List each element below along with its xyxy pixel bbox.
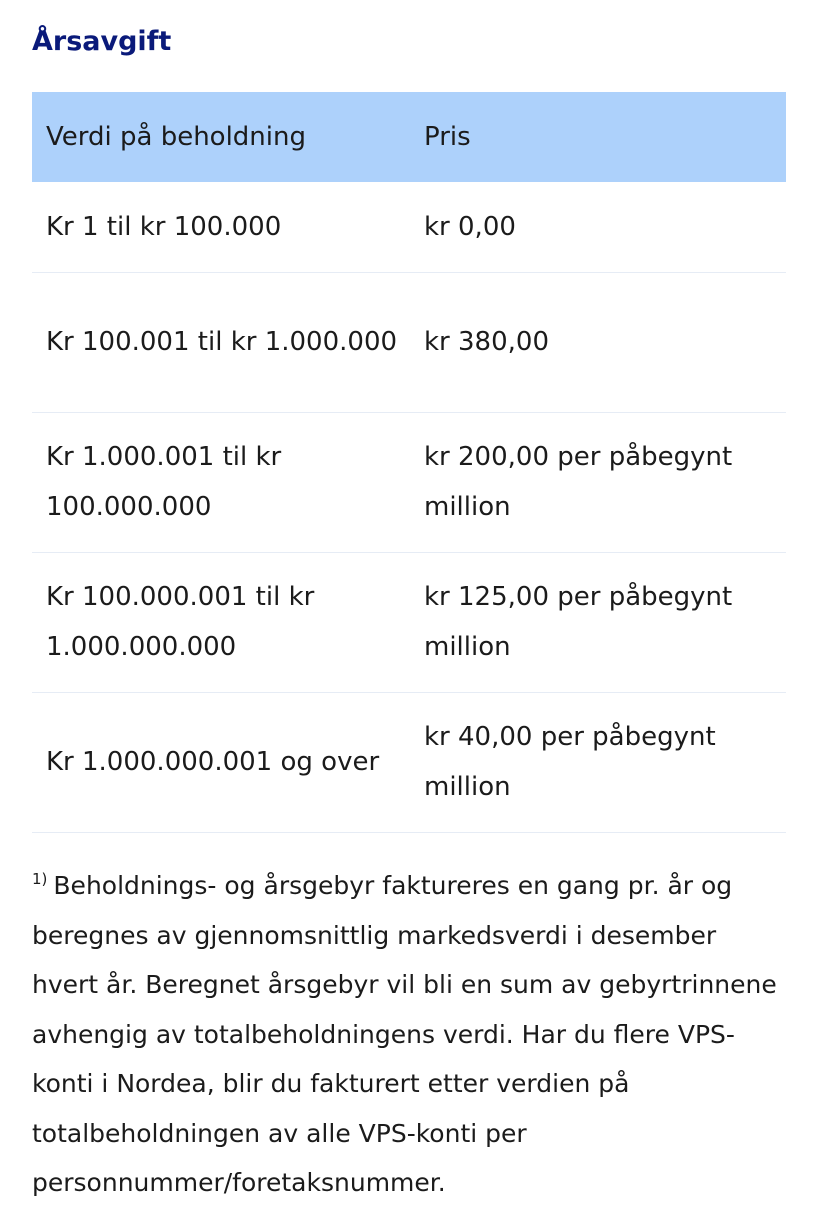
value-range-cell: Kr 100.001 til kr 1.000.000 [32,272,410,412]
table-row [32,272,786,412]
value-range-cell: Kr 1.000.001 til kr 100.000.000 [32,412,410,552]
table-row [32,692,786,832]
value-range-cell: Kr 1 til kr 100.000 [32,182,410,272]
header-price: Pris [410,92,786,182]
section-title: Årsavgift [32,26,172,57]
table-row [32,552,786,692]
value-range-cell: Kr 100.000.001 til kr 1.000.000.000 [32,552,410,692]
price-cell: kr 125,00 per påbegynt million [410,552,786,692]
footnote [32,861,786,1208]
price-cell: kr 380,00 [410,272,786,412]
value-range-cell: Kr 1.000.000.001 og over [32,692,410,832]
table-row [32,412,786,552]
header-value-range: Verdi på beholdning [32,92,410,182]
price-cell: kr 0,00 [410,182,786,272]
price-cell: kr 200,00 per påbegynt million [410,412,786,552]
price-cell: kr 40,00 per påbegynt million [410,692,786,832]
footnote-marker: 1) [32,870,48,888]
table-row [32,182,786,272]
fee-table [32,92,786,833]
footnote-text: Beholdnings- og årsgebyr faktureres en gang pr. år og beregnes av gjennomsnittlig markedsverdi i desember hvert år. Beregnet årsgebyr vil bli en sum av gebyrtrinnene avhengig av totalbeholdningens verdi. Har du flere VPS-konti i Nordea, blir du fakturert etter verdien på totalbeholdningen av alle VPS-konti per personnummer/foretaksnummer. [32,871,777,1197]
table-header-row [32,92,786,182]
